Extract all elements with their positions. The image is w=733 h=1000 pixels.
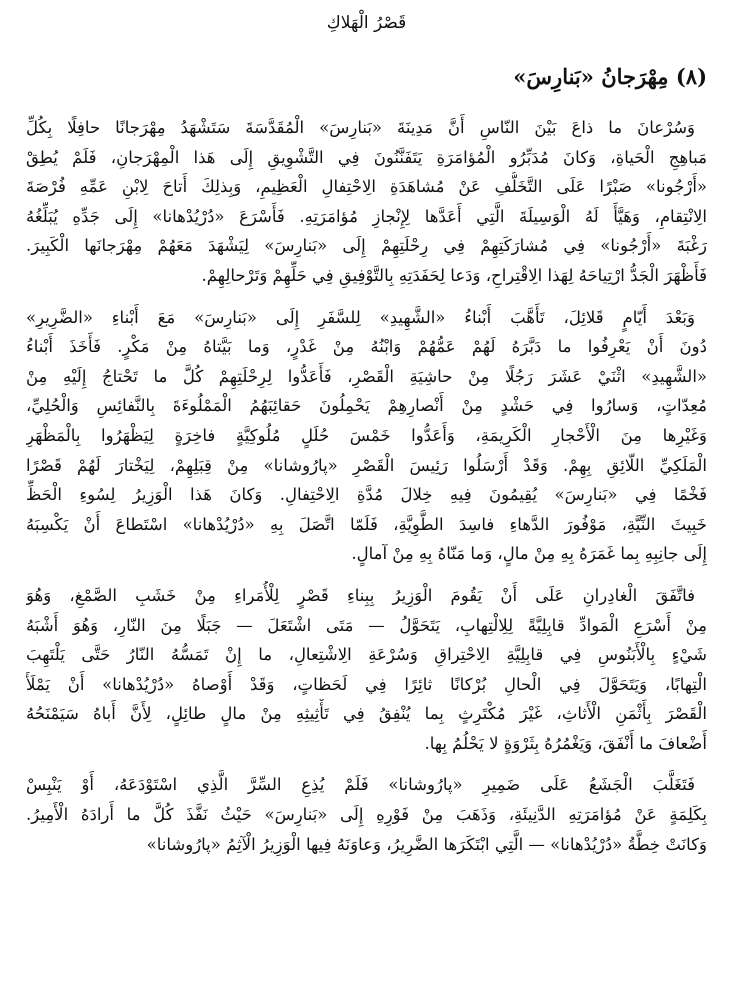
text-line: «الشَّهِيدِ» اثْنَيْ عَشَرَ رَجُلًا مِنْ حاشِيَةِ الْقَصْرِ، فَأَعَدُّوا لِرِحْلَتِهِمْ كُلَّ ما تَحْتاجُ إِلَيْهِ مِنْ: [26, 366, 707, 386]
paragraph: [26, 303, 707, 569]
running-header: قَصْرُ الْهَلاكِ: [326, 13, 407, 33]
text-line: مُعِدّاتٍ، وَسارُوا فِي حَشْدٍ مِنْ أَنْصارِهِمْ يَحْمِلُونَ حَقائِبَهُمُ الْمَمْلُوءَةَ بِالنَّفائِسِ وَالْحُلِيِّ،: [26, 396, 707, 416]
paragraph: [26, 770, 707, 859]
text-line: دُونَ أَنْ يَعْرِفُوا ما دَبَّرَهُ لَهُمْ عَمُّهُمْ وَابْنُهُ مِنْ غَدْرٍ، وَما بَيَّتاهُ مِنْ مَكْرٍ. فَأَخَذَ أَبْناءُ: [26, 337, 707, 357]
text-line: مِنْ أَسْرَعِ الْمَوادِّ قابِلِيَّةً لِلِالْتِهابِ، يَتَحَوَّلُ — مَتَى اشْتَعَلَ — جَبَلًا مِنَ النّارِ، وَهُوَ أَشْبَهُ: [26, 615, 707, 635]
chapter-title: (٨) مِهْرَجانُ «بَنارِسَ»: [513, 64, 707, 89]
text-line: أَضْعافَ ما أَنْفَقَ، وَيَغْمُرُهُ بِثَرْوَةٍ لا يَحْلُمُ بِها.: [424, 733, 707, 753]
text-line: فَتَغَلَّبَ الْجَشَعُ عَلَى ضَمِيرِ «پارُوشانا» فَلَمْ يُذِعِ السِّرَّ الَّذِي اسْتَوْدَعَهُ، أَوْ يَنْبِسْ: [26, 775, 695, 795]
text-line: مَباهِجِ الْحَياةِ، وَكانَ مُدَبِّرُو الْمُؤامَرَةِ يَتَفَنَّنُونَ فِي التَّشْوِيقِ إِلَى هَذا الْمِهْرَجانِ، فَلَمْ يُطِقْ: [26, 147, 707, 167]
text-line: وَسُرْعانَ ما ذاعَ بَيْنَ النّاسِ أَنَّ مَدِينَةَ «بَنارِسَ» الْمُقَدَّسَةَ سَتَشْهَدُ مِهْرَجانًا حافِلًا بِكُلِّ: [26, 118, 695, 137]
text-line: بِكَلِمَةٍ عَنْ مُؤامَرَتِهِ الدَّنِيئَةِ، وَذَهَبَ مِنْ فَوْرِهِ إِلَى «بَنارِسَ» حَيْثُ نَفَّذَ كُلَّ ما أَرادَهُ الْأَمِيرُ.: [26, 805, 707, 825]
text-line: الْمَلَكِيِّ اللّائِقِ بِهِمْ. وَقَدْ أَرْسَلُوا رَئِيسَ الْقَصْرِ «پارُوشانا» مِنْ قِبَلِهِمْ، لِيَخْتارَ لَهُمْ قَصْرًا: [26, 455, 707, 475]
text-line: وَكانَتْ خِطَّةُ «دُرْيُدْهانا» — الَّتِي ابْتَكَرَها الضَّرِيرُ، وَعاوَنَهُ فِيها الْوَزِيرُ الْآثِمُ «پارُوشانا»: [146, 834, 707, 854]
text-line: «أَرْجُونا» صَبْرًا عَلَى التَّخَلُّفِ عَنْ مُشاهَدَةِ الِاحْتِفالِ الْعَظِيمِ، وَبِذلِكَ أَتاحَ لِابْنِ عَمِّهِ فُرْصَةَ: [26, 177, 707, 197]
paragraph: [26, 113, 707, 291]
text-line: خَبِيثَ النِّيَّةِ، مَوْفُورَ الدَّهاءِ فاسِدَ الطَّوِيَّةِ، فَلَمّا اتَّصَلَ بِهِ «دُرْيُدْهانا» اسْتَطاعَ أَنْ يَكْسِبَهُ: [26, 514, 707, 534]
text-line: إِلَى جانِبِهِ بِما غَمَرَهُ بِهِ مِنْ مالٍ، وَما مَنّاهُ بِهِ مِنْ آمالٍ.: [351, 544, 707, 564]
text-line: وَبَعْدَ أَيّامٍ قَلائِلَ، تَأَهَّبَ أَبْناءُ «الشَّهِيدِ» لِلسَّفَرِ إِلَى «بَنارِسَ» مَعَ أَبْناءِ «الضَّرِيرِ»: [26, 307, 695, 327]
text-line: فاتَّفَقَ الْغادِرانِ عَلَى أَنْ يَقُومَ الْوَزِيرُ بِبِناءِ قَصْرٍ لِلْأُمَراءِ مِنْ خَشَبِ الصَّمْغِ، وَهُوَ: [26, 585, 695, 605]
text-line: وَغَيْرِها مِنَ الْأَحْجارِ الْكَرِيمَةِ، وَأَعَدُّوا خَمْسَ حُلَلٍ مُلُوكِيَّةٍ فاخِرَةٍ لِيَظْهَرُوا بِالْمَظْهَرِ: [26, 425, 707, 445]
body-text: [26, 113, 707, 871]
text-line: فَخْمًا فِي «بَنارِسَ» يُقِيمُونَ فِيهِ خِلالَ مُدَّةِ الِاحْتِفالِ. وَكانَ هَذا الْوَزِيرُ لِسُوءِ الْحَظِّ: [26, 485, 707, 505]
text-line: شَيْءٍ بِالْأَبَنُوسِ فِي قابِلِيَّةِ الِاحْتِراقِ وَسُرْعَةِ الِاشْتِعالِ، ما إِنْ تَمَسُّهُ النّارُ حَتَّى يَلْتَهِبَ: [26, 645, 707, 665]
text-line: الْتِهابًا، وَيَتَحَوَّلَ فِي الْحالِ بُرْكانًا ثائِرًا فِي لَحَظاتٍ، وَقَدْ أَوْصاهُ «دُرْيُدْهانا» أَنْ يَمْلَأَ: [26, 674, 707, 694]
text-line: الِانْتِقامِ، وَهَيَّأَ لَهُ الْوَسِيلَةَ الَّتِي أَعَدَّها لِإِنْجازِ مُؤامَرَتِهِ. فَأَسْرَعَ «دُرْيُدْهانا» إِلَى جَدِّهِ يُبَلِّغُهُ: [26, 206, 707, 226]
text-line: فَأَظْهَرَ الْجَدُّ ارْتِياحَهُ لِهَذا الِاقْتِراحِ، وَدَعا لِحَفَدَتِهِ بِالتَّوْفِيقِ فِي حَلِّهِمْ وَتَرْحالِهِمْ.: [201, 265, 707, 285]
paragraph: [26, 581, 707, 759]
text-line: الْقَصْرَ بِأَثْمَنِ الْأَثاثِ، غَيْرَ مُكْتَرِثٍ بِما يُنْفِقُ فِي تَأْثِيثِهِ مِنْ مالٍ طائِلٍ، لِأَنَّ أَباهُ سَيَمْنَحُهُ: [26, 704, 707, 724]
text-line: رَغْبَةَ «أَرْجُونا» فِي مُشارَكَتِهِمْ فِي رِحْلَتِهِمْ إِلَى «بَنارِسَ» لِيَشْهَدَ مَعَهُمْ مِهْرَجانَها الْكَبِيرَ.: [26, 236, 707, 256]
